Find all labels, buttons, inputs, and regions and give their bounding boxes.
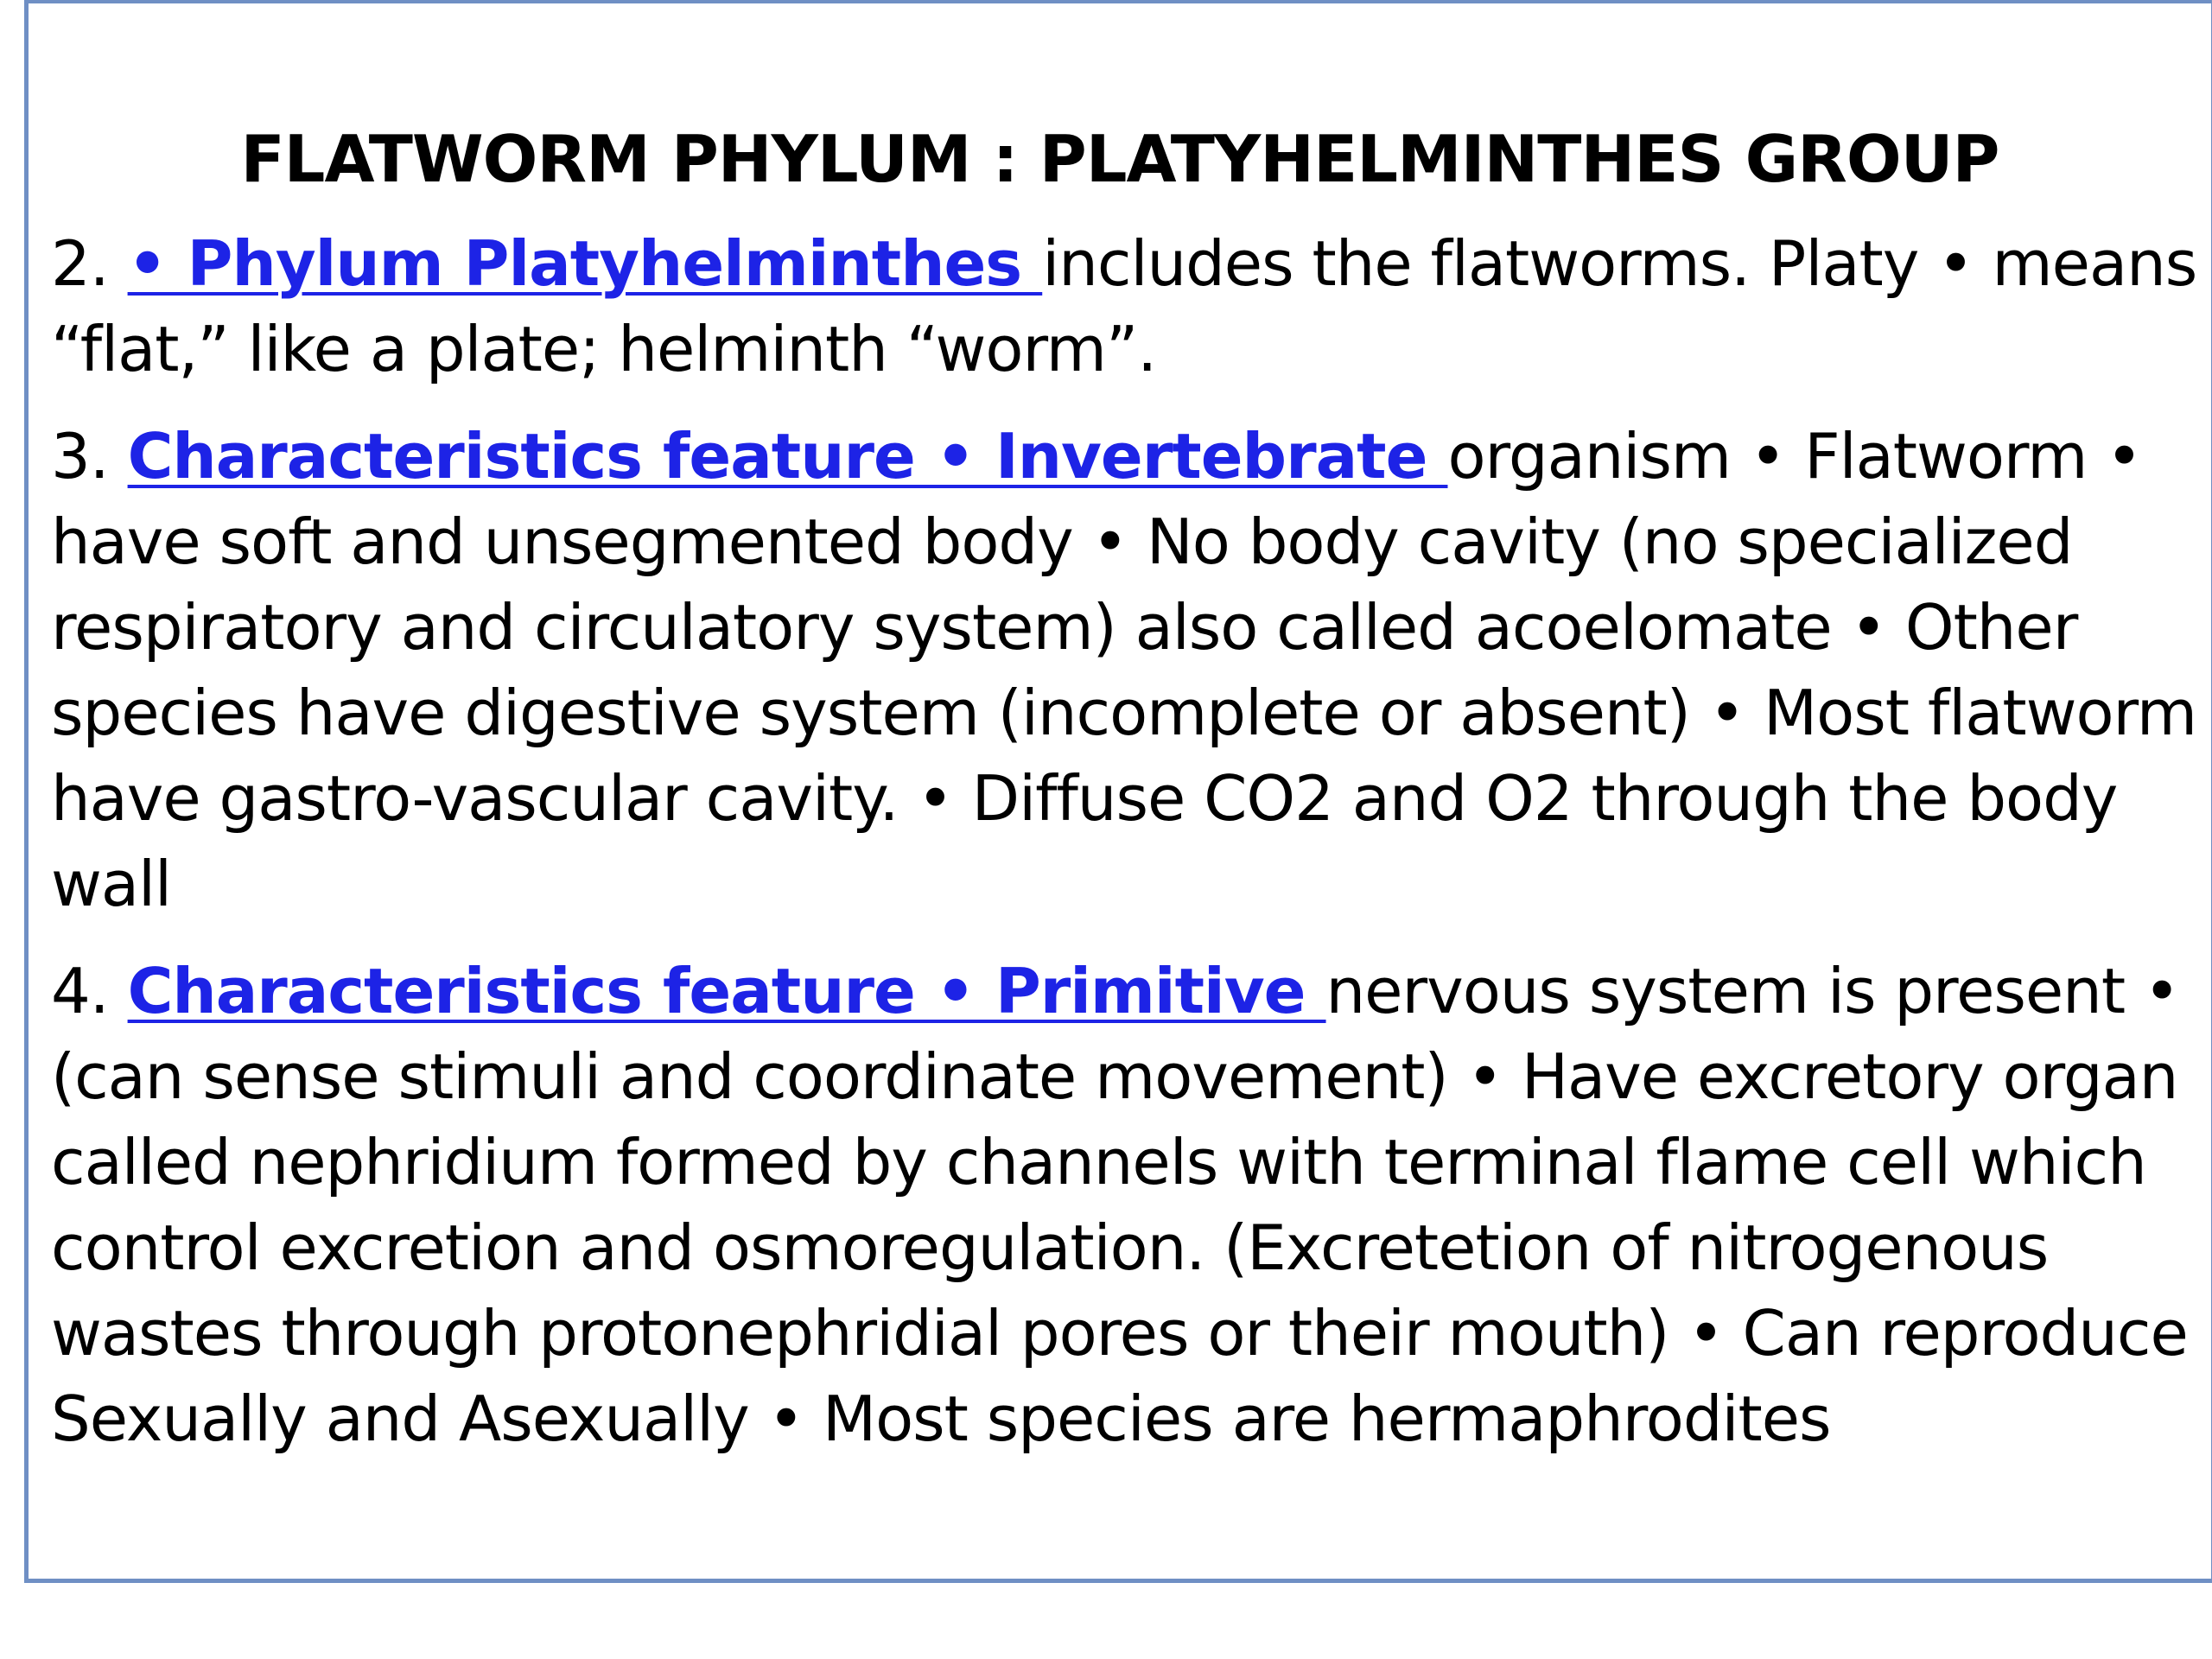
- item-text: organism • Flatworm • have soft and unsegmented body • No body cavity (no specialized respiratory and circulatory system) also called acoelomate • Other species have digestive system (incomplete or absent) • Most flatworm have gastro-vascular cavity. • Diffuse CO2 and O2 through the body wall: [51, 420, 2196, 920]
- item-text: includes the flatworms. Platy • means “flat,” like a plate; helminth “worm”.: [51, 227, 2197, 385]
- list-item: [51, 221, 2202, 392]
- item-number: 4.: [51, 955, 128, 1027]
- primitive-link[interactable]: Characteristics feature • Primitive: [127, 955, 1326, 1027]
- list-item: [51, 414, 2202, 927]
- item-number: 3.: [51, 420, 128, 493]
- slide-title: FLATWORM PHYLUM : PLATYHELMINTHES GROUP: [240, 121, 1999, 197]
- slide-frame: [24, 0, 2212, 1583]
- invertebrate-link[interactable]: Characteristics feature • Invertebrate: [127, 420, 1448, 493]
- item-number: 2.: [51, 227, 128, 300]
- item-text: nervous system is present • (can sense stimuli and coordinate movement) • Have excretory organ called nephridium formed by channels with terminal flame cell which control excretion and osmoregulation. (Excretetion of nitrogenous wastes through protonephridial pores or their mouth) • Can reproduce Sexually and Asexually • Most species are hermaphrodites: [51, 955, 2188, 1455]
- list-item: [51, 949, 2202, 1462]
- phylum-platyhelminthes-link[interactable]: • Phylum Platyhelminthes: [127, 227, 1043, 300]
- slide-body: [51, 221, 2202, 1484]
